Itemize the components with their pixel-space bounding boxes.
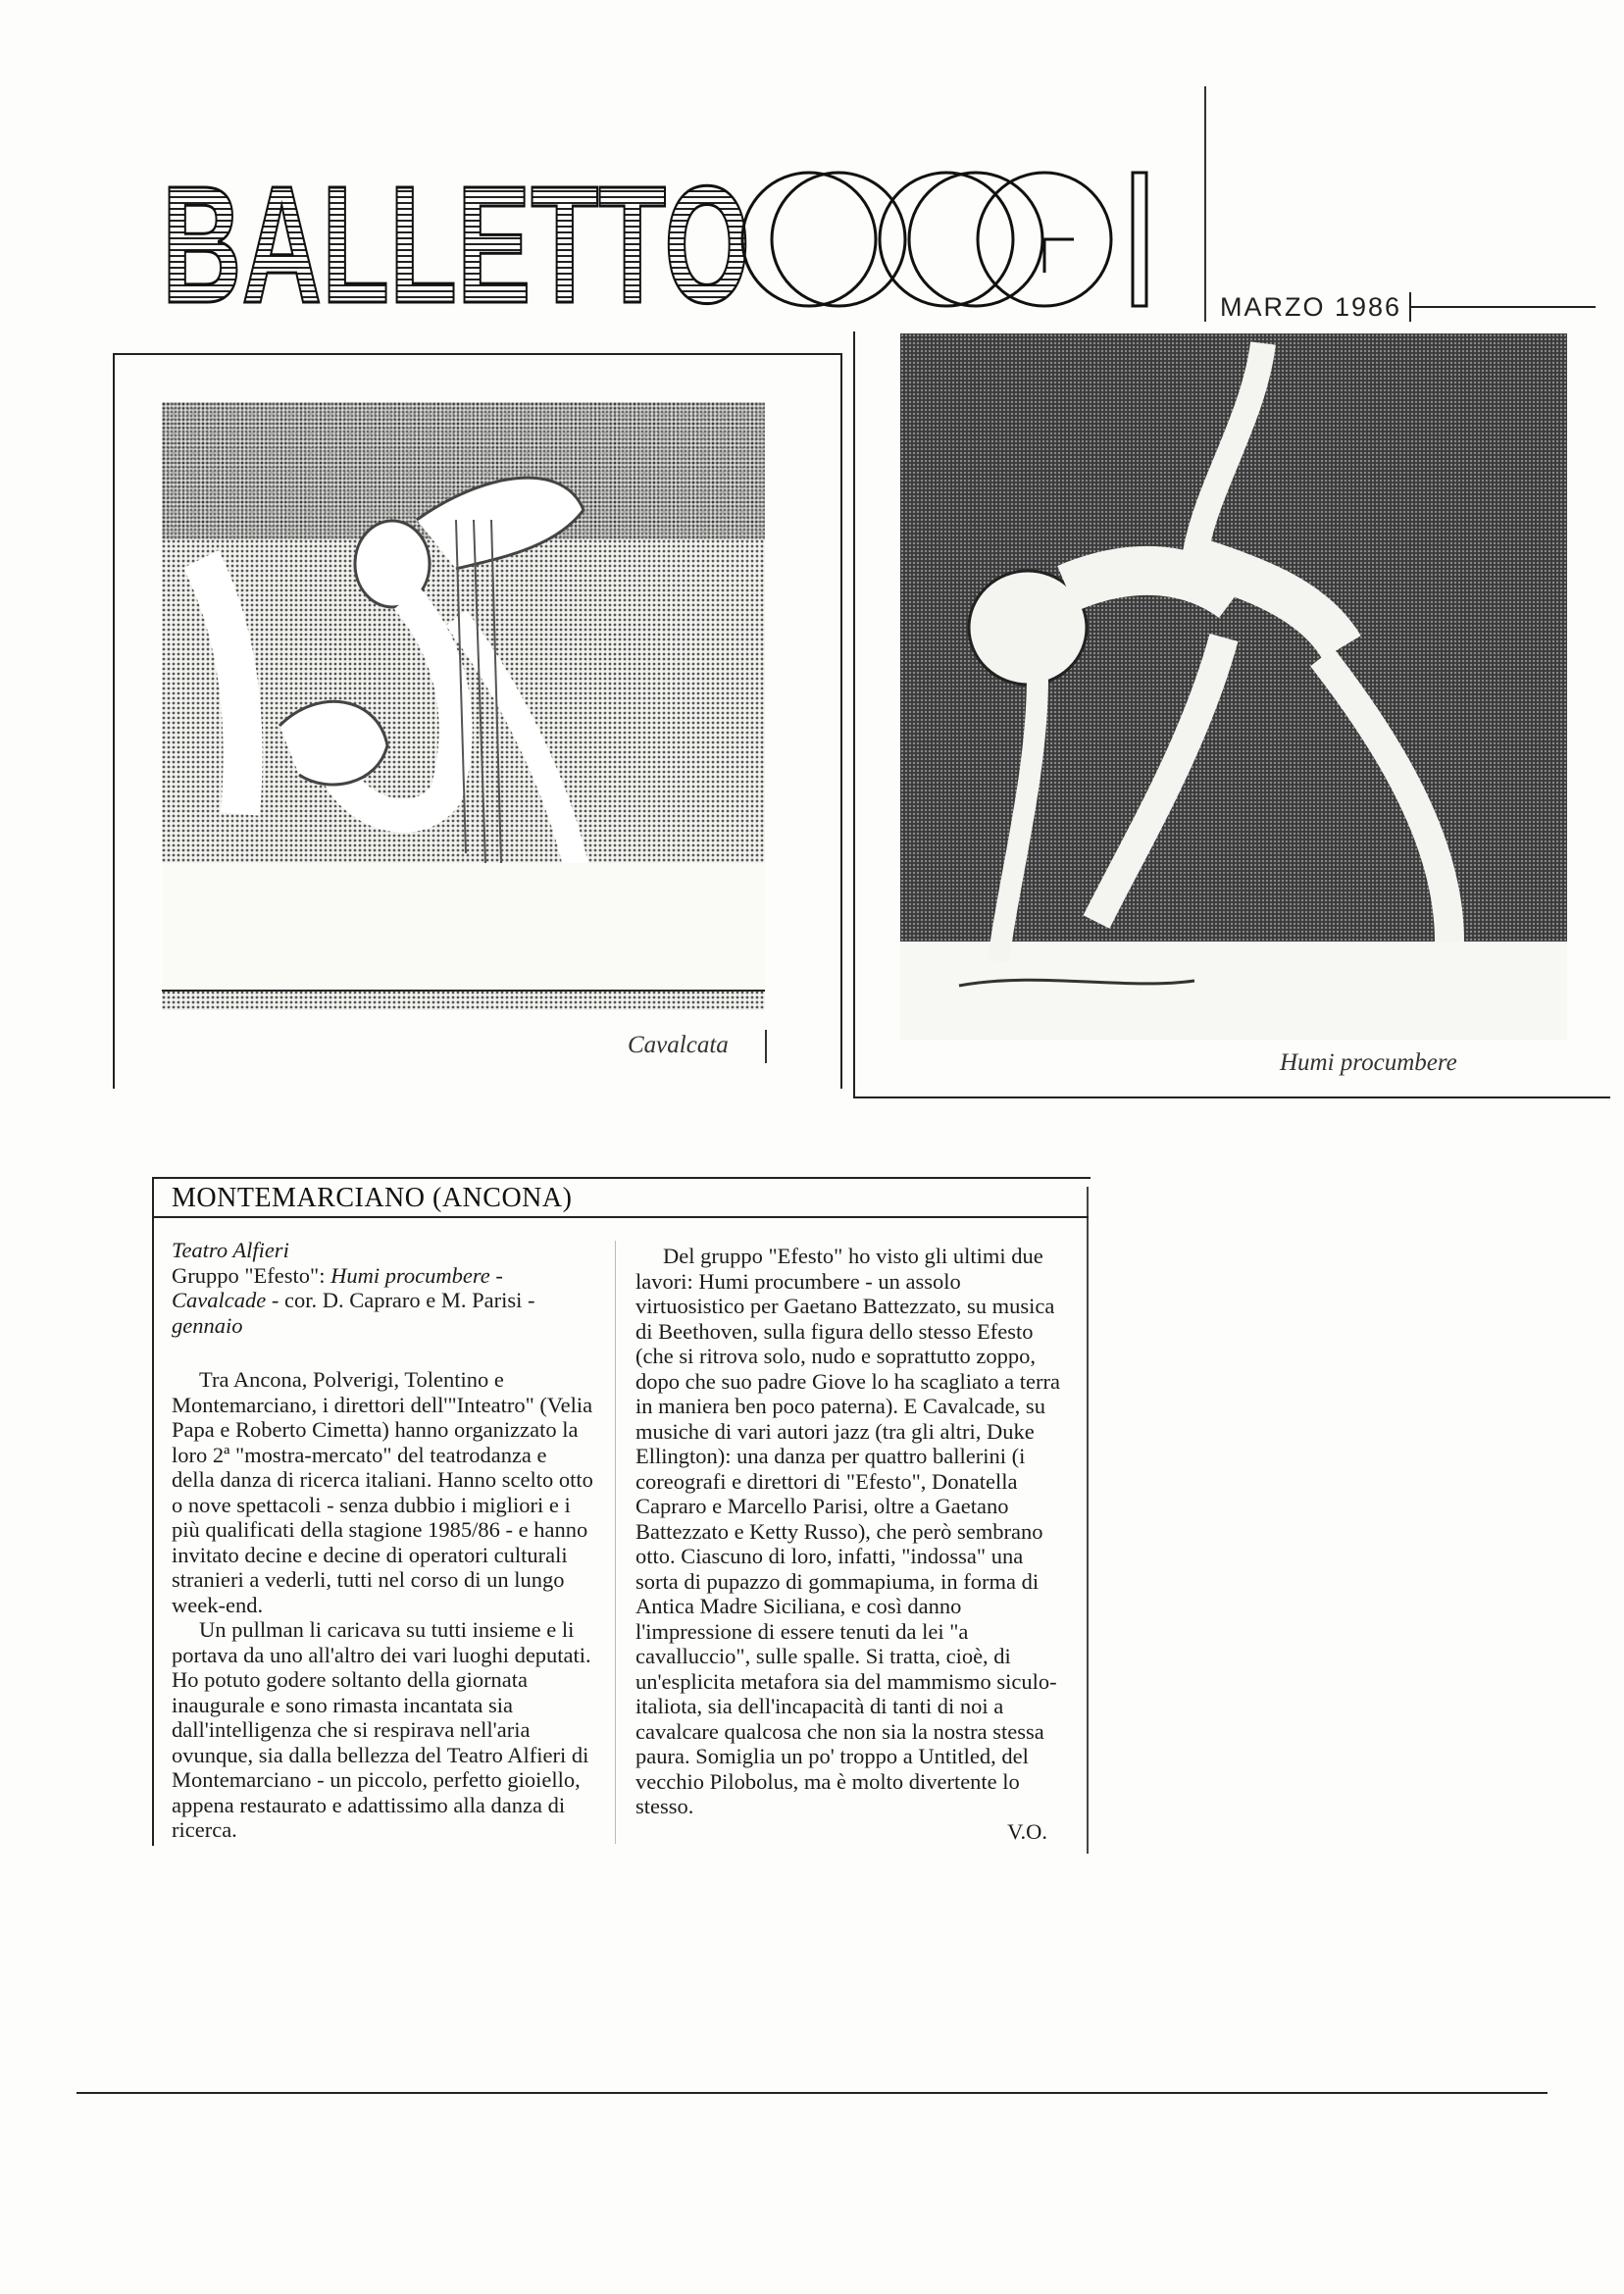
column-divider bbox=[615, 1241, 616, 1844]
photo-humi-procumbere bbox=[900, 333, 1567, 1040]
article-paragraph: Tra Ancona, Polverigi, Tolentino e Montemarciano, i direttori dell'"Inteatro" (Velia Papa e Roberto Cimetta) hanno organizzato la loro 2ª "mostra-mercato" del teatrodanza e della danza di ricerca italiani. Hanno scelto otto o nove spettacoli - senza dubbio i migliori e i più qualificati della stagione 1985/86 - e hanno invitato decine e decine di operatori culturali stranieri a vederli, tutti nel corso di un lungo week-end. bbox=[172, 1367, 593, 1617]
meta-works: Humi procumbere - Cavalcade bbox=[172, 1262, 503, 1312]
article-paragraph: Del gruppo "Efesto" ho visto gli ultimi due lavori: Humi procumbere - un assolo virtuosistico per Gaetano Battezzato, su musica di Beethoven, sulla figura dello stesso Efesto (che si ritrova solo, nudo e soprattutto zoppo, dopo che suo padre Giove lo ha scagliato a terra in maniera ben poco paterna). E Cavalcade, su musiche di vari autori jazz (tra gli altri, Duke Ellington): una danza per quattro ballerini (i coreografi e direttori di "Efesto", Donatella Capraro e Marcello Parisi, oltre a Gaetano Battezzato e Ketty Russo), che però sembrano otto. Ciascuno di loro, infatti, "indossa" una sorta di pupazzo di gommapiuma, in forma di Antica Madre Siciliana, e così danno l'impressione di essere tenuti da lei "a cavalluccio", sulle spalle. Si tratta, cioè, di un'esplicita metafora sia del mammismo siculo-italiota, sia dell'incapacità di tanti di noi a cavalcare qualcosa che non sia la nostra stessa paura. Somiglia un po' troppo a Untitled, del vecchio Pilobolus, ma è molto divertente lo stesso. bbox=[635, 1244, 1060, 1818]
article-paragraph: Un pullman li caricava su tutti insieme e li portava da uno all'altro dei vari luoghi deputati. Ho potuto godere soltanto della giornata inaugurale e sono rimasta incantata sia dall'intelligenza che si respirava nell'aria ovunque, sia dalla bellezza del Teatro Alfieri di Montemarciano - un piccolo, perfetto gioiello, appena restaurato e adattissimo alla danza di ricerca. bbox=[172, 1617, 591, 1842]
article-header-rule bbox=[152, 1216, 1089, 1218]
article-location-header: MONTEMARCIANO (ANCONA) bbox=[172, 1183, 573, 1213]
caption-bar bbox=[765, 1030, 767, 1063]
masthead-logo bbox=[162, 165, 1162, 314]
article-box-right-rule bbox=[1087, 1187, 1089, 1854]
issue-date: MARZO 1986 bbox=[1220, 292, 1402, 322]
article-venue: Teatro Alfieri bbox=[172, 1238, 289, 1262]
meta-month: gennaio bbox=[172, 1312, 243, 1338]
article-signature: V.O. bbox=[1007, 1818, 1047, 1844]
photo-caption-left: Cavalcata bbox=[628, 1032, 729, 1058]
meta-group: Gruppo "Efesto": bbox=[172, 1262, 331, 1288]
article-meta bbox=[172, 1263, 593, 1339]
date-rule bbox=[1409, 306, 1596, 308]
svg-text:BALLETTO: BALLETTO bbox=[162, 165, 750, 314]
bottom-rule bbox=[76, 2092, 1548, 2094]
photo-caption-right: Humi procumbere bbox=[1280, 1049, 1457, 1076]
masthead-divider bbox=[1204, 86, 1206, 322]
photo-cavalcata bbox=[162, 402, 765, 1010]
article-column-left bbox=[172, 1238, 593, 1843]
article-column-right bbox=[635, 1244, 1067, 1844]
meta-choreo: - cor. D. Capraro e M. Parisi - bbox=[266, 1288, 535, 1312]
